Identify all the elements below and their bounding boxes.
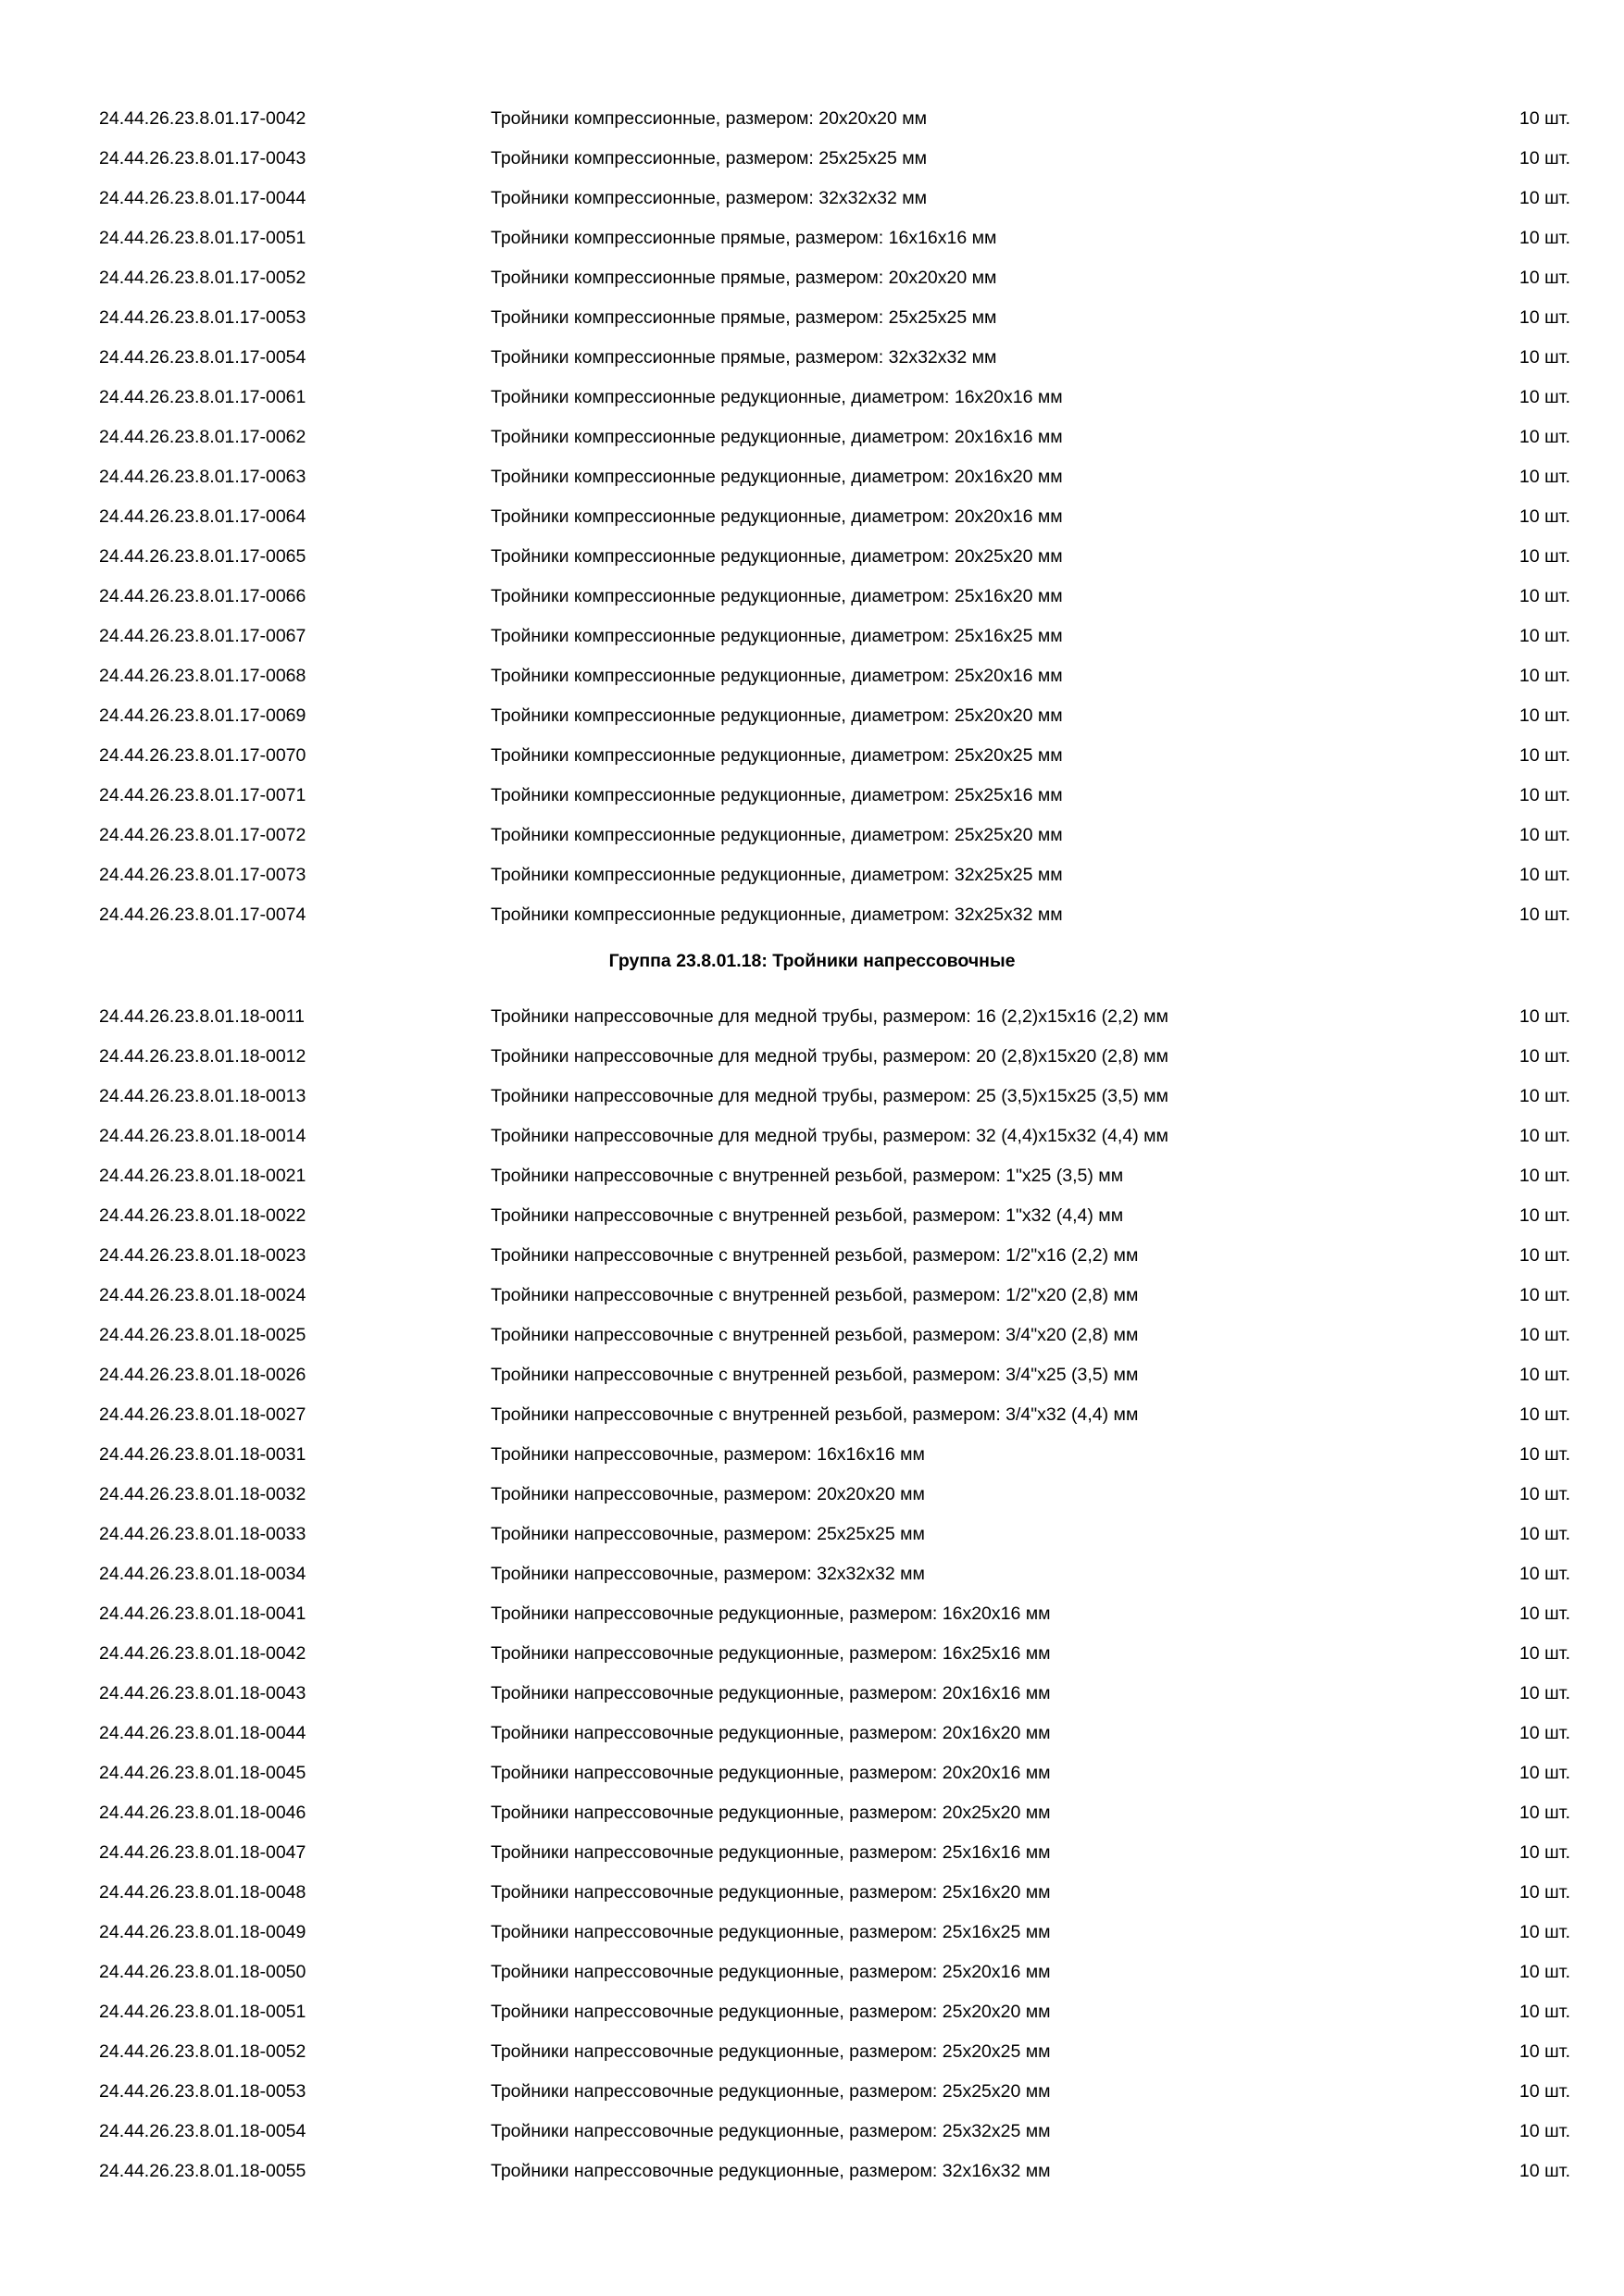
item-name: Тройники напрессовочные для медной трубы, размером: 16 (2,2)х15х16 (2,2) мм	[491, 1006, 1168, 1027]
item-quantity: 10 шт.	[1519, 2121, 1570, 2141]
item-name: Тройники компрессионные прямые, размером: 16х16х16 мм	[491, 228, 997, 248]
item-name: Тройники напрессовочные редукционные, размером: 20х20х16 мм	[491, 1763, 1051, 1783]
item-name: Тройники компрессионные редукционные, диаметром: 25х16х20 мм	[491, 586, 1063, 606]
item-quantity: 10 шт.	[1519, 307, 1570, 328]
list-item	[0, 1594, 1624, 1634]
item-code: 24.44.26.23.8.01.17-0070	[99, 745, 306, 766]
item-name: Тройники напрессовочные с внутренней резьбой, размером: 1/2"х20 (2,8) мм	[491, 1285, 1139, 1305]
item-name: Тройники компрессионные редукционные, диаметром: 32х25х32 мм	[491, 905, 1063, 925]
item-code: 24.44.26.23.8.01.18-0041	[99, 1603, 306, 1624]
item-code: 24.44.26.23.8.01.17-0074	[99, 905, 306, 925]
item-quantity: 10 шт.	[1519, 825, 1570, 845]
list-item	[0, 1395, 1624, 1435]
list-item	[0, 1873, 1624, 1913]
item-quantity: 10 шт.	[1519, 1006, 1570, 1027]
item-code: 24.44.26.23.8.01.18-0014	[99, 1126, 306, 1146]
item-quantity: 10 шт.	[1519, 1205, 1570, 1226]
item-code: 24.44.26.23.8.01.17-0066	[99, 586, 306, 606]
item-code: 24.44.26.23.8.01.18-0045	[99, 1763, 306, 1783]
item-code: 24.44.26.23.8.01.17-0063	[99, 467, 306, 487]
item-quantity: 10 шт.	[1519, 1484, 1570, 1504]
list-item	[0, 179, 1624, 218]
list-item	[0, 895, 1624, 935]
item-quantity: 10 шт.	[1519, 148, 1570, 168]
item-code: 24.44.26.23.8.01.18-0027	[99, 1404, 306, 1425]
item-quantity: 10 шт.	[1519, 1683, 1570, 1703]
list-item	[0, 1913, 1624, 1953]
item-name: Тройники компрессионные, размером: 32х32х32 мм	[491, 188, 928, 208]
item-code: 24.44.26.23.8.01.17-0069	[99, 705, 306, 726]
item-quantity: 10 шт.	[1519, 1763, 1570, 1783]
list-item	[0, 1475, 1624, 1515]
item-quantity: 10 шт.	[1519, 1803, 1570, 1823]
item-quantity: 10 шт.	[1519, 1444, 1570, 1465]
item-quantity: 10 шт.	[1519, 1882, 1570, 1903]
item-name: Тройники напрессовочные с внутренней резьбой, размером: 1"х25 (3,5) мм	[491, 1166, 1124, 1186]
list-item	[0, 2072, 1624, 2112]
item-name: Тройники напрессовочные редукционные, размером: 16х25х16 мм	[491, 1643, 1051, 1664]
item-name: Тройники напрессовочные для медной трубы, размером: 20 (2,8)х15х20 (2,8) мм	[491, 1046, 1168, 1067]
item-code: 24.44.26.23.8.01.18-0042	[99, 1643, 306, 1664]
item-name: Тройники напрессовочные с внутренней резьбой, размером: 3/4"х32 (4,4) мм	[491, 1404, 1139, 1425]
item-name: Тройники компрессионные редукционные, диаметром: 25х16х25 мм	[491, 626, 1063, 646]
item-quantity: 10 шт.	[1519, 387, 1570, 407]
list-item	[0, 1714, 1624, 1753]
item-name: Тройники компрессионные редукционные, диаметром: 16х20х16 мм	[491, 387, 1063, 407]
item-quantity: 10 шт.	[1519, 1245, 1570, 1266]
item-quantity: 10 шт.	[1519, 745, 1570, 766]
item-code: 24.44.26.23.8.01.18-0033	[99, 1524, 306, 1544]
list-item	[0, 736, 1624, 776]
list-item	[0, 139, 1624, 179]
list-item	[0, 1992, 1624, 2032]
item-name: Тройники напрессовочные редукционные, размером: 16х20х16 мм	[491, 1603, 1051, 1624]
item-name: Тройники напрессовочные редукционные, размером: 25х25х20 мм	[491, 2081, 1051, 2102]
item-quantity: 10 шт.	[1519, 1365, 1570, 1385]
item-quantity: 10 шт.	[1519, 1723, 1570, 1743]
item-code: 24.44.26.23.8.01.17-0053	[99, 307, 306, 328]
item-name: Тройники компрессионные редукционные, диаметром: 20х20х16 мм	[491, 506, 1063, 527]
item-quantity: 10 шт.	[1519, 1564, 1570, 1584]
item-quantity: 10 шт.	[1519, 546, 1570, 567]
item-code: 24.44.26.23.8.01.18-0022	[99, 1205, 306, 1226]
list-item	[0, 497, 1624, 537]
item-code: 24.44.26.23.8.01.18-0055	[99, 2161, 306, 2181]
item-quantity: 10 шт.	[1519, 1046, 1570, 1067]
item-quantity: 10 шт.	[1519, 2041, 1570, 2062]
item-name: Тройники компрессионные, размером: 25х25х25 мм	[491, 148, 928, 168]
list-item	[0, 258, 1624, 298]
item-name: Тройники компрессионные редукционные, диаметром: 25х20х25 мм	[491, 745, 1063, 766]
item-code: 24.44.26.23.8.01.17-0052	[99, 268, 306, 288]
item-name: Тройники напрессовочные редукционные, размером: 25х20х20 мм	[491, 2002, 1051, 2022]
list-item	[0, 776, 1624, 816]
item-quantity: 10 шт.	[1519, 188, 1570, 208]
item-quantity: 10 шт.	[1519, 1922, 1570, 1942]
item-code: 24.44.26.23.8.01.18-0052	[99, 2041, 306, 2062]
item-code: 24.44.26.23.8.01.17-0054	[99, 347, 306, 368]
price-list-section-18	[0, 997, 1624, 2191]
item-name: Тройники напрессовочные редукционные, размером: 25х32х25 мм	[491, 2121, 1051, 2141]
list-item	[0, 1037, 1624, 1077]
item-code: 24.44.26.23.8.01.18-0024	[99, 1285, 306, 1305]
item-code: 24.44.26.23.8.01.18-0011	[99, 1006, 305, 1027]
list-item	[0, 338, 1624, 378]
item-name: Тройники напрессовочные редукционные, размером: 25х16х25 мм	[491, 1922, 1051, 1942]
item-name: Тройники компрессионные редукционные, диаметром: 32х25х25 мм	[491, 865, 1063, 885]
list-item	[0, 816, 1624, 855]
item-name: Тройники напрессовочные с внутренней резьбой, размером: 1"х32 (4,4) мм	[491, 1205, 1124, 1226]
item-code: 24.44.26.23.8.01.17-0072	[99, 825, 306, 845]
list-item	[0, 1674, 1624, 1714]
item-quantity: 10 шт.	[1519, 1404, 1570, 1425]
item-quantity: 10 шт.	[1519, 865, 1570, 885]
item-name: Тройники компрессионные редукционные, диаметром: 25х25х16 мм	[491, 785, 1063, 805]
item-quantity: 10 шт.	[1519, 427, 1570, 447]
item-quantity: 10 шт.	[1519, 1325, 1570, 1345]
item-quantity: 10 шт.	[1519, 705, 1570, 726]
item-code: 24.44.26.23.8.01.18-0013	[99, 1086, 306, 1106]
item-code: 24.44.26.23.8.01.17-0044	[99, 188, 306, 208]
item-name: Тройники напрессовочные, размером: 20х20х20 мм	[491, 1484, 925, 1504]
item-code: 24.44.26.23.8.01.17-0061	[99, 387, 306, 407]
list-item	[0, 1554, 1624, 1594]
list-item	[0, 696, 1624, 736]
item-code: 24.44.26.23.8.01.18-0031	[99, 1444, 306, 1465]
item-name: Тройники компрессионные, размером: 20х20х20 мм	[491, 108, 928, 129]
list-item	[0, 537, 1624, 577]
list-item	[0, 218, 1624, 258]
item-name: Тройники напрессовочные, размером: 25х25х25 мм	[491, 1524, 925, 1544]
list-item	[0, 1833, 1624, 1873]
item-code: 24.44.26.23.8.01.17-0043	[99, 148, 306, 168]
list-item	[0, 1435, 1624, 1475]
item-name: Тройники компрессионные прямые, размером: 32х32х32 мм	[491, 347, 997, 368]
item-quantity: 10 шт.	[1519, 228, 1570, 248]
item-name: Тройники напрессовочные с внутренней резьбой, размером: 1/2"х16 (2,2) мм	[491, 1245, 1139, 1266]
list-item	[0, 99, 1624, 139]
list-item	[0, 1276, 1624, 1316]
item-name: Тройники напрессовочные редукционные, размером: 25х16х16 мм	[491, 1842, 1051, 1863]
item-name: Тройники напрессовочные для медной трубы, размером: 32 (4,4)х15х32 (4,4) мм	[491, 1126, 1168, 1146]
list-item	[0, 2152, 1624, 2191]
item-quantity: 10 шт.	[1519, 108, 1570, 129]
item-quantity: 10 шт.	[1519, 2002, 1570, 2022]
group-heading: Группа 23.8.01.18: Тройники напрессовочные	[608, 951, 1016, 971]
price-list-section-17	[0, 99, 1624, 935]
list-item	[0, 656, 1624, 696]
item-code: 24.44.26.23.8.01.17-0067	[99, 626, 306, 646]
item-name: Тройники компрессионные редукционные, диаметром: 20х25х20 мм	[491, 546, 1063, 567]
item-quantity: 10 шт.	[1519, 1285, 1570, 1305]
list-item	[0, 1236, 1624, 1276]
item-quantity: 10 шт.	[1519, 1524, 1570, 1544]
item-code: 24.44.26.23.8.01.18-0034	[99, 1564, 306, 1584]
list-item	[0, 1355, 1624, 1395]
item-name: Тройники напрессовочные с внутренней резьбой, размером: 3/4"х20 (2,8) мм	[491, 1325, 1139, 1345]
list-item	[0, 577, 1624, 617]
list-item	[0, 997, 1624, 1037]
item-name: Тройники напрессовочные редукционные, размером: 20х16х20 мм	[491, 1723, 1051, 1743]
item-quantity: 10 шт.	[1519, 1842, 1570, 1863]
item-code: 24.44.26.23.8.01.18-0025	[99, 1325, 306, 1345]
item-code: 24.44.26.23.8.01.18-0026	[99, 1365, 306, 1385]
item-code: 24.44.26.23.8.01.18-0054	[99, 2121, 306, 2141]
item-name: Тройники компрессионные редукционные, диаметром: 20х16х20 мм	[491, 467, 1063, 487]
item-name: Тройники компрессионные прямые, размером: 25х25х25 мм	[491, 307, 997, 328]
item-name: Тройники компрессионные редукционные, диаметром: 25х20х16 мм	[491, 666, 1063, 686]
item-code: 24.44.26.23.8.01.17-0062	[99, 427, 306, 447]
item-name: Тройники компрессионные прямые, размером: 20х20х20 мм	[491, 268, 997, 288]
item-code: 24.44.26.23.8.01.17-0071	[99, 785, 306, 805]
list-item	[0, 378, 1624, 418]
item-name: Тройники компрессионные редукционные, диаметром: 20х16х16 мм	[491, 427, 1063, 447]
item-name: Тройники напрессовочные редукционные, размером: 32х16х32 мм	[491, 2161, 1051, 2181]
list-item	[0, 617, 1624, 656]
list-item	[0, 298, 1624, 338]
item-quantity: 10 шт.	[1519, 1126, 1570, 1146]
item-code: 24.44.26.23.8.01.18-0021	[99, 1166, 306, 1186]
item-name: Тройники напрессовочные редукционные, размером: 20х25х20 мм	[491, 1803, 1051, 1823]
item-code: 24.44.26.23.8.01.18-0032	[99, 1484, 306, 1504]
item-code: 24.44.26.23.8.01.18-0051	[99, 2002, 306, 2022]
item-name: Тройники напрессовочные редукционные, размером: 25х16х20 мм	[491, 1882, 1051, 1903]
list-item	[0, 1634, 1624, 1674]
item-code: 24.44.26.23.8.01.17-0068	[99, 666, 306, 686]
item-code: 24.44.26.23.8.01.17-0065	[99, 546, 306, 567]
item-code: 24.44.26.23.8.01.17-0042	[99, 108, 306, 129]
item-code: 24.44.26.23.8.01.17-0073	[99, 865, 306, 885]
list-item	[0, 855, 1624, 895]
item-code: 24.44.26.23.8.01.18-0050	[99, 1962, 306, 1982]
item-name: Тройники компрессионные редукционные, диаметром: 25х20х20 мм	[491, 705, 1063, 726]
item-code: 24.44.26.23.8.01.18-0048	[99, 1882, 306, 1903]
list-item	[0, 2032, 1624, 2072]
item-quantity: 10 шт.	[1519, 2161, 1570, 2181]
item-code: 24.44.26.23.8.01.18-0047	[99, 1842, 306, 1863]
item-quantity: 10 шт.	[1519, 626, 1570, 646]
item-code: 24.44.26.23.8.01.17-0064	[99, 506, 306, 527]
item-quantity: 10 шт.	[1519, 347, 1570, 368]
item-quantity: 10 шт.	[1519, 785, 1570, 805]
item-name: Тройники напрессовочные редукционные, размером: 25х20х16 мм	[491, 1962, 1051, 1982]
item-name: Тройники напрессовочные редукционные, размером: 25х20х25 мм	[491, 2041, 1051, 2062]
list-item	[0, 1515, 1624, 1554]
item-name: Тройники компрессионные редукционные, диаметром: 25х25х20 мм	[491, 825, 1063, 845]
list-item	[0, 1753, 1624, 1793]
list-item	[0, 1196, 1624, 1236]
list-item	[0, 457, 1624, 497]
item-quantity: 10 шт.	[1519, 905, 1570, 925]
item-quantity: 10 шт.	[1519, 1962, 1570, 1982]
item-name: Тройники напрессовочные редукционные, размером: 20х16х16 мм	[491, 1683, 1051, 1703]
item-code: 24.44.26.23.8.01.18-0043	[99, 1683, 306, 1703]
list-item	[0, 1793, 1624, 1833]
item-quantity: 10 шт.	[1519, 586, 1570, 606]
list-item	[0, 1316, 1624, 1355]
list-item	[0, 1953, 1624, 1992]
list-item	[0, 1077, 1624, 1117]
list-item	[0, 2112, 1624, 2152]
item-code: 24.44.26.23.8.01.17-0051	[99, 228, 306, 248]
item-code: 24.44.26.23.8.01.18-0049	[99, 1922, 306, 1942]
item-quantity: 10 шт.	[1519, 2081, 1570, 2102]
item-quantity: 10 шт.	[1519, 1603, 1570, 1624]
list-item	[0, 1156, 1624, 1196]
item-quantity: 10 шт.	[1519, 1643, 1570, 1664]
item-name: Тройники напрессовочные, размером: 32х32х32 мм	[491, 1564, 925, 1584]
item-quantity: 10 шт.	[1519, 1166, 1570, 1186]
item-name: Тройники напрессовочные, размером: 16х16х16 мм	[491, 1444, 925, 1465]
item-quantity: 10 шт.	[1519, 1086, 1570, 1106]
item-name: Тройники напрессовочные с внутренней резьбой, размером: 3/4"х25 (3,5) мм	[491, 1365, 1139, 1385]
list-item	[0, 1117, 1624, 1156]
item-code: 24.44.26.23.8.01.18-0023	[99, 1245, 306, 1266]
item-quantity: 10 шт.	[1519, 467, 1570, 487]
item-code: 24.44.26.23.8.01.18-0053	[99, 2081, 306, 2102]
item-quantity: 10 шт.	[1519, 268, 1570, 288]
item-code: 24.44.26.23.8.01.18-0044	[99, 1723, 306, 1743]
list-item	[0, 418, 1624, 457]
item-code: 24.44.26.23.8.01.18-0012	[99, 1046, 306, 1067]
item-quantity: 10 шт.	[1519, 506, 1570, 527]
item-name: Тройники напрессовочные для медной трубы, размером: 25 (3,5)х15х25 (3,5) мм	[491, 1086, 1168, 1106]
item-quantity: 10 шт.	[1519, 666, 1570, 686]
item-code: 24.44.26.23.8.01.18-0046	[99, 1803, 306, 1823]
